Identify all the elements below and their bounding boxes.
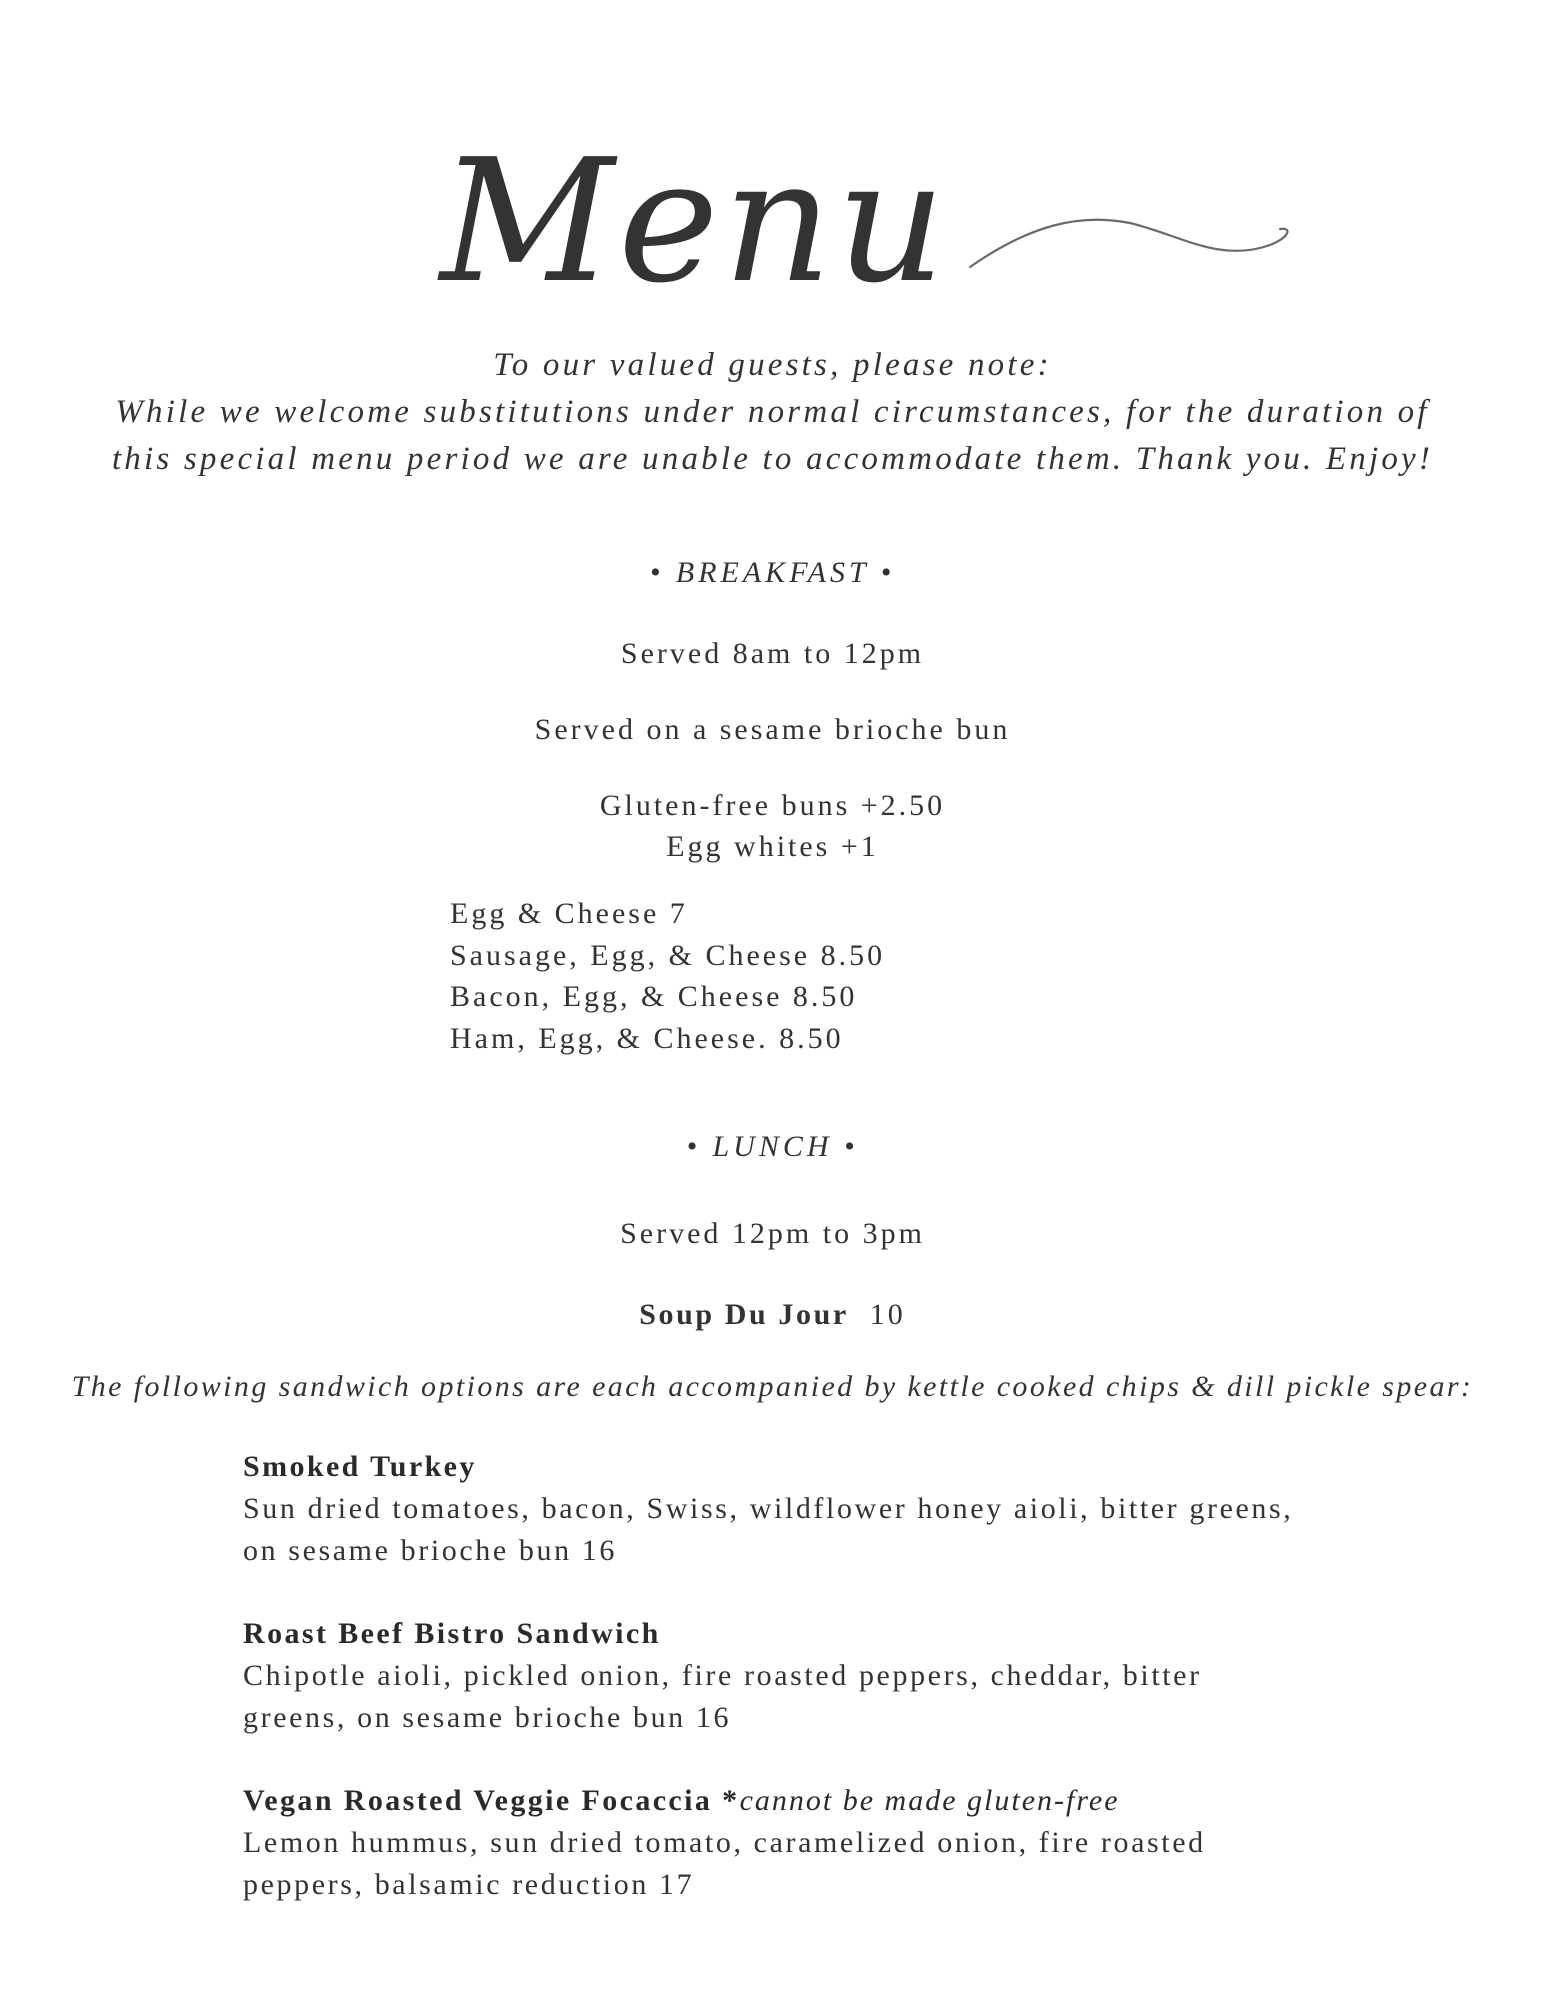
sandwich-accompaniment-note: The following sandwich options are each accompanied by kettle cooked chips & dill pickle spear: <box>71 1370 1474 1403</box>
sandwich-item-roast-beef <box>243 1617 1202 1738</box>
lunch-served-time: Served 12pm to 3pm <box>620 1217 925 1250</box>
list-item: Egg & Cheese 7 <box>450 897 688 930</box>
breakfast-heading: • BREAKFAST • <box>649 556 896 589</box>
sandwich-item-vegan-focaccia <box>243 1784 1206 1905</box>
sandwich-description-line-1: Chipotle aioli, pickled onion, fire roasted peppers, cheddar, bitter <box>243 1659 1202 1692</box>
soup-line <box>0 1294 1545 1336</box>
breakfast-option-gluten-free: Gluten-free buns +2.50 <box>599 789 946 822</box>
soup-name: Soup Du Jour <box>639 1298 849 1331</box>
sandwich-description-line-2: peppers, balsamic reduction 17 <box>243 1867 695 1901</box>
breakfast-items-list <box>450 893 885 1059</box>
sandwich-item-smoked-turkey <box>243 1450 1293 1571</box>
breakfast-served-time: Served 8am to 12pm <box>620 637 925 670</box>
notice-line-1: To our valued guests, please note: <box>493 347 1052 383</box>
sandwich-description-line-1: Lemon hummus, sun dried tomato, caramelized onion, fire roasted <box>243 1826 1206 1859</box>
sandwich-name: Roast Beef Bistro Sandwich <box>243 1617 661 1650</box>
soup-price: 10 <box>869 1298 906 1331</box>
lunch-heading: • LUNCH • <box>686 1130 859 1163</box>
breakfast-bun-note: Served on a sesame brioche bun <box>534 713 1011 746</box>
list-item: Bacon, Egg, & Cheese 8.50 <box>450 980 858 1013</box>
sandwich-description-line-2: greens, on sesame brioche bun 16 <box>243 1700 732 1734</box>
sandwich-gluten-note: cannot be made gluten-free <box>739 1784 1120 1817</box>
sandwich-description-line-2: on sesame brioche bun 16 <box>243 1533 617 1567</box>
sandwich-name: Smoked Turkey <box>243 1450 477 1483</box>
sandwich-title-line <box>243 1784 1206 1818</box>
list-item: Sausage, Egg, & Cheese 8.50 <box>450 938 886 972</box>
notice-line-3: this special menu period we are unable to accommodate them. Thank you. Enjoy! <box>111 441 1434 477</box>
menu-title-flourish <box>430 95 1290 325</box>
notice-line-2: While we welcome substitutions under normal circumstances, for the duration of <box>115 394 1430 430</box>
breakfast-option-egg-whites: Egg whites +1 <box>666 830 879 863</box>
sandwich-description-line-1: Sun dried tomatoes, bacon, Swiss, wildflower honey aioli, bitter greens, <box>243 1492 1294 1525</box>
sandwich-name: Vegan Roasted Veggie Focaccia * <box>243 1784 740 1817</box>
page-title: Menu <box>440 123 950 321</box>
list-item: Ham, Egg, & Cheese. 8.50 <box>450 1021 844 1055</box>
